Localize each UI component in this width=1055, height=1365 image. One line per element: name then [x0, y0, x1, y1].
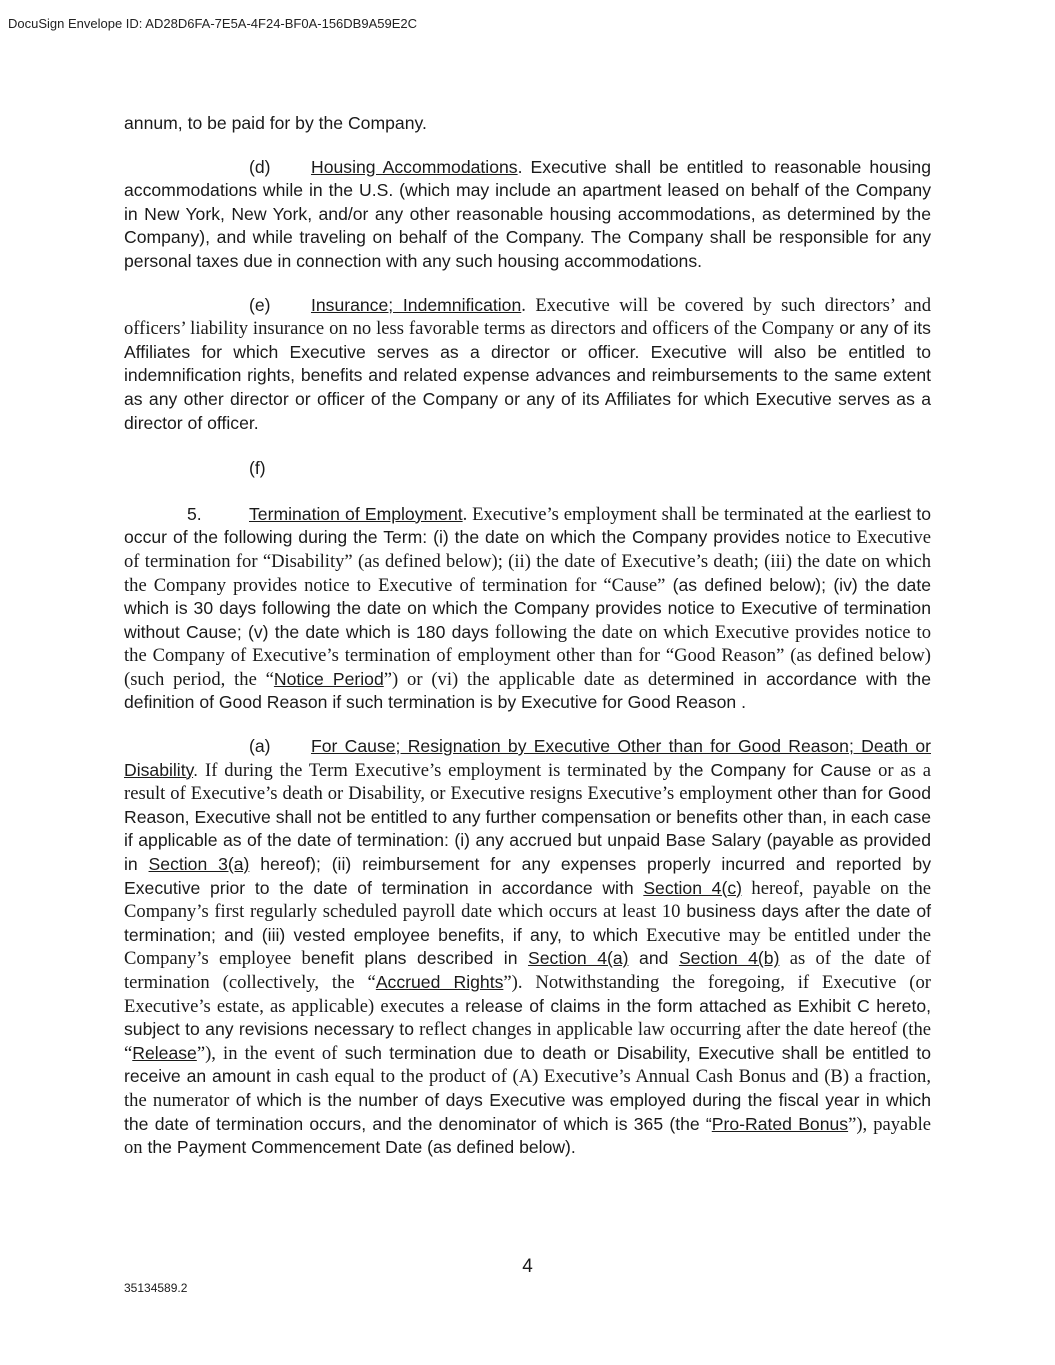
text-a-14: release of claims in the form attached as Exhibit C hereto, subject to any revisions necessary to [124, 995, 931, 1040]
heading-for-cause: For Cause; Resignation by Executive Other than for Good Reason; Death or Disability [124, 736, 931, 780]
heading-termination-of-employment: Termination of Employment [249, 503, 463, 524]
label-f: (f) [249, 458, 266, 479]
docusign-envelope-id: DocuSign Envelope ID: AD28D6FA-7E5A-4F24-BF0A-156DB9A59E2C [8, 16, 417, 31]
text-e-1: . Executive will be covered by such directors’ and officers’ liability insurance on no less favorable terms as directors and officers of the Company [124, 294, 931, 340]
text-5-5: following the date on which Executive provides notice to the Company of Executive’s termination of employment other than for “Good Reason” (as defined below) (such period, the “ [124, 621, 931, 690]
label-5: 5. [187, 503, 202, 524]
defined-term-notice-period: Notice Period [273, 668, 384, 689]
text-5-1: . Executive’s employment shall be terminated at the [462, 503, 850, 525]
text-a-2: If during the Term Executive’s employment is terminated by [205, 759, 679, 781]
text-5-7: ermined in accordance with the definition of Good Reason if such termination is by Executive for Good Reason . [124, 668, 931, 713]
text-a-5: other than for Good Reason, Executive shall not be entitled to any further compensation or benefits other than, in each case if applicable as of the date of termination: (i) any accrued but unpaid Base Salary (payable as provided in [124, 783, 931, 875]
text-5-4: (as defined below); (iv) the date which is 30 days following the date on which the Company provides notice to Executive of termination without Cause; (v) the date which is 180 days [124, 574, 931, 642]
paragraph-annum: annum, to be paid for by the Company. [124, 113, 427, 133]
text-d: . Executive shall be entitled to reasonable housing accommodations while in the U.S. (which may include an apartment leased on behalf of the Company in New York, New York, and/or any other reasonable housing accommodations, as determined by the Company), and while traveling on behalf of the Company. The Company shall be responsible for any personal taxes due in connection with any such housing accommodations. [124, 156, 931, 271]
text-a-7: hereof, payable on the Company’s first regularly scheduled payroll date which occurs at least 10 [124, 877, 932, 923]
defined-term-release: Release [132, 1042, 197, 1063]
text-a-4: or as a result of Executive’s death or Disability, or Executive resigns Executive’s employment [124, 759, 931, 805]
text-5-3: notice to Executive of termination for “Disability” (as defined below); (ii) the date of Executive’s death; (iii) the date on which the Company provides notice to Executive of termination for “Cause” [124, 527, 931, 596]
page-number: 4 [522, 1256, 533, 1277]
paragraph-a-for-cause [124, 735, 931, 1160]
text-e-2: or any of its Affiliates for which Executive serves as a director or officer. Executive will also be entitled to indemnification rights, benefits and related expense advances and reimbursements to the same extent as any other director or officer of the Company or any of its Affiliates for which Executive serves as a director of officer. [124, 318, 931, 433]
defined-term-accrued-rights: Accrued Rights [375, 972, 504, 992]
text-a-10: enefit plans described in [310, 948, 529, 969]
text-a-3: the Company for Cause [678, 759, 872, 780]
ref-section-4b: Section 4(b) [678, 948, 780, 969]
paragraph-e-insurance [124, 294, 931, 436]
text-a-18: cash equal to the product of (A) Executive’s Annual Cash Bonus and (B) a fraction, the numerator [124, 1066, 932, 1111]
text-a-17: such termination due to death or Disability, Executive shall be entitled to receive an amount in [124, 1042, 931, 1087]
paragraph-f [124, 457, 931, 481]
label-d: (d) [249, 156, 271, 177]
document-id: 35134589.2 [124, 1281, 188, 1295]
text-a-15: reflect changes in applicable law occurring after the date hereof (the “ [124, 1019, 931, 1064]
text-a-13: ”). Notwithstanding the foregoing, if Executive (or Executive’s estate, as applicable) executes a [124, 972, 931, 1017]
text-a-9: Executive may be entitled under the Company’s employee b [124, 924, 932, 970]
text-a-19: of which is the number of days Executive was employed during the fiscal year in which the date of termination occurs, and the denominator of which is 365 (the “ [124, 1089, 931, 1134]
text-a-6: hereof); (ii) reimbursement for any expenses properly incurred and reported by Executive prior to the date of termination in accordance with [124, 854, 931, 898]
label-e: (e) [249, 294, 271, 315]
text-a-1: . [193, 759, 206, 780]
text-5-6: ”) or (vi) the applicable date as det [383, 668, 671, 690]
paragraph-d-housing [124, 156, 931, 274]
document-body [124, 112, 931, 1160]
defined-term-pro-rated-bonus: Pro-Rated Bonus [711, 1113, 849, 1134]
heading-insurance-indemnification: Insurance; Indemnification [311, 294, 522, 315]
paragraph-5-termination [124, 503, 931, 715]
label-a: (a) [249, 736, 271, 757]
text-5-2: earliest to occur of the following during the Term: (i) the date on which the Company provides [124, 503, 932, 548]
text-a-20: ”), payable on [124, 1113, 932, 1159]
text-a-11: and [628, 948, 679, 969]
heading-housing-accommodations: Housing Accommodations [311, 156, 518, 177]
text-a-8: business days after the date of termination; and (iii) vested employee benefits, if any, to which [124, 901, 932, 945]
text-a-16: ”), in the event of [196, 1042, 338, 1064]
text-a-12: as of the date of termination (collectively, the “ [124, 948, 932, 993]
text-a-21: the Payment Commencement Date (as defined below). [142, 1137, 576, 1158]
ref-section-4a: Section 4(a) [528, 948, 629, 969]
ref-section-4c: Section 4(c) [643, 877, 742, 898]
ref-section-3a: Section 3(a) [148, 854, 250, 875]
